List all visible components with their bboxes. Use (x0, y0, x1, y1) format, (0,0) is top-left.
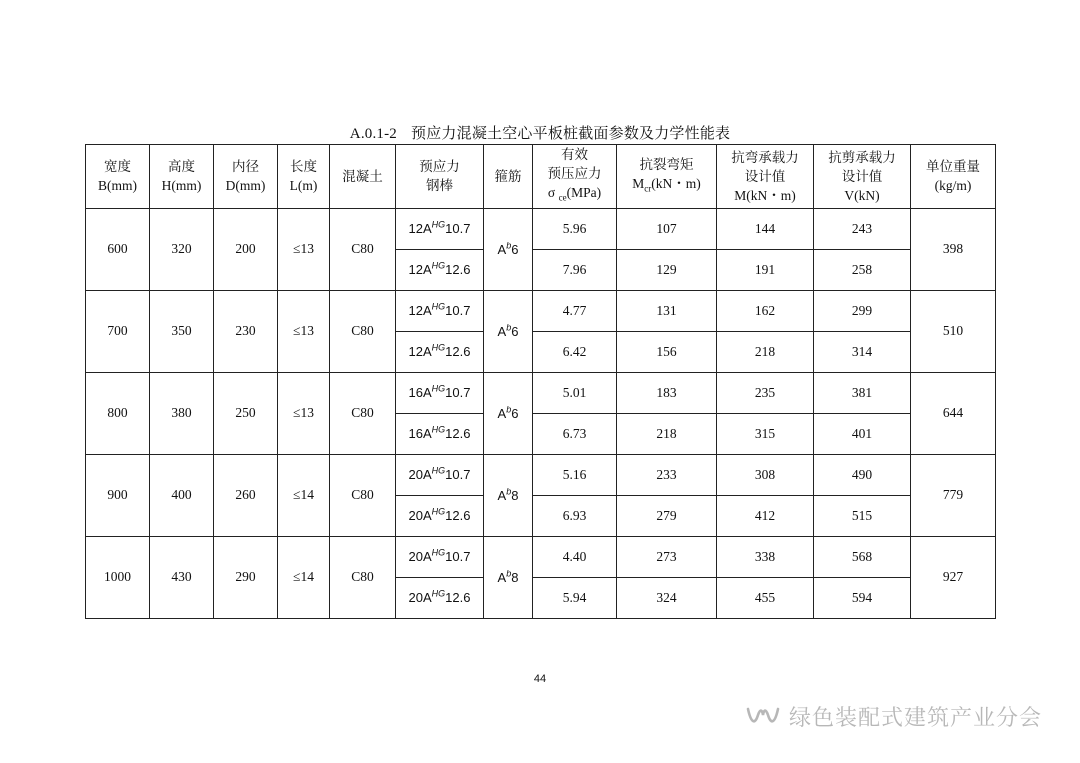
cell-bending-capacity: 308 (717, 454, 814, 495)
rebar-size: 6 (511, 405, 519, 421)
cell-prestressed-bar (396, 454, 484, 495)
rebar-grade: HG (431, 302, 446, 313)
header-height: 高度 H(mm) (150, 145, 214, 209)
cell-length: ≤14 (278, 536, 330, 618)
cell-width: 900 (86, 454, 150, 536)
table-row (86, 536, 996, 577)
cell-crack-moment: 107 (617, 208, 717, 249)
header-row (86, 145, 996, 209)
cell-shear-capacity: 594 (814, 577, 911, 618)
rebar-grade: HG (431, 220, 446, 231)
cell-crack-moment: 273 (617, 536, 717, 577)
cell-shear-capacity: 401 (814, 413, 911, 454)
cell-length: ≤13 (278, 372, 330, 454)
cell-crack-moment: 183 (617, 372, 717, 413)
rebar-size: 10.7 (445, 385, 471, 401)
cell-unit-weight: 398 (911, 208, 996, 290)
rebar-prefix: 12A (408, 262, 432, 278)
watermark-text: 绿色装配式建筑产业分会 (788, 705, 1042, 731)
rebar-size: 12.6 (445, 508, 471, 524)
table-row (86, 208, 996, 249)
cell-effective-stress: 6.73 (533, 413, 617, 454)
cell-unit-weight: 927 (911, 536, 996, 618)
rebar-prefix: 20A (408, 590, 432, 606)
rebar-size: 8 (511, 487, 519, 503)
cell-bending-capacity: 235 (717, 372, 814, 413)
cell-effective-stress: 5.96 (533, 208, 617, 249)
rebar-size: 12.6 (445, 426, 471, 442)
rebar-prefix: A (497, 405, 507, 421)
cell-width: 1000 (86, 536, 150, 618)
rebar-grade: HG (431, 343, 446, 354)
table-row (86, 454, 996, 495)
cell-effective-stress: 6.93 (533, 495, 617, 536)
header-effective-stress: 有效 预压应力 σ $_{ce}$(MPa) (533, 145, 617, 209)
rebar-prefix: 20A (408, 508, 432, 524)
rebar-size: 12.6 (445, 590, 471, 606)
cell-concrete: C80 (330, 536, 396, 618)
rebar-grade: b (506, 486, 512, 497)
cell-bending-capacity: 338 (717, 536, 814, 577)
table-row (86, 372, 996, 413)
table-title (0, 122, 1080, 143)
cell-bending-capacity: 218 (717, 331, 814, 372)
cell-height: 350 (150, 290, 214, 372)
cell-shear-capacity: 314 (814, 331, 911, 372)
cell-inner-diameter: 290 (214, 536, 278, 618)
cell-unit-weight: 510 (911, 290, 996, 372)
cell-shear-capacity: 515 (814, 495, 911, 536)
cell-shear-capacity: 243 (814, 208, 911, 249)
header-crack-moment: 抗裂弯矩 $M_{cr}(kN$・m) (617, 145, 717, 209)
cell-width: 600 (86, 208, 150, 290)
header-concrete: 混凝土 (330, 145, 396, 209)
rebar-grade: b (506, 322, 512, 333)
header-shear-capacity: 抗剪承载力 设计值 V(kN) (814, 145, 911, 209)
cell-bending-capacity: 455 (717, 577, 814, 618)
cell-effective-stress: 5.01 (533, 372, 617, 413)
rebar-grade: HG (431, 589, 446, 600)
rebar-grade: HG (431, 548, 446, 559)
cell-length: ≤14 (278, 454, 330, 536)
cell-prestressed-bar (396, 495, 484, 536)
cell-unit-weight: 644 (911, 372, 996, 454)
cell-width: 700 (86, 290, 150, 372)
cell-width: 800 (86, 372, 150, 454)
table-number: A.0.1-2 (349, 126, 398, 142)
cell-height: 380 (150, 372, 214, 454)
rebar-size: 10.7 (445, 221, 471, 237)
cell-prestressed-bar (396, 249, 484, 290)
header-prestressed-bar: 预应力 钢棒 (396, 145, 484, 209)
cell-prestressed-bar (396, 372, 484, 413)
cell-concrete: C80 (330, 372, 396, 454)
cell-crack-moment: 156 (617, 331, 717, 372)
cell-length: ≤13 (278, 208, 330, 290)
header-inner-diameter: 内径 D(mm) (214, 145, 278, 209)
cell-unit-weight: 779 (911, 454, 996, 536)
rebar-prefix: 20A (408, 467, 432, 483)
rebar-grade: b (506, 568, 512, 579)
header-bending-capacity: 抗弯承载力 设计值 M(kN・m) (717, 145, 814, 209)
cell-bending-capacity: 144 (717, 208, 814, 249)
header-width: 宽度 B(mm) (86, 145, 150, 209)
cell-prestressed-bar (396, 290, 484, 331)
rebar-size: 10.7 (445, 303, 471, 319)
rebar-size: 8 (511, 569, 519, 585)
cell-bending-capacity: 412 (717, 495, 814, 536)
rebar-size: 12.6 (445, 344, 471, 360)
rebar-size: 10.7 (445, 467, 471, 483)
cell-inner-diameter: 200 (214, 208, 278, 290)
cell-shear-capacity: 258 (814, 249, 911, 290)
cell-stirrup (484, 372, 533, 454)
cell-crack-moment: 324 (617, 577, 717, 618)
cell-prestressed-bar (396, 331, 484, 372)
table-row (86, 290, 996, 331)
header-unit-weight: 单位重量 (kg/m) (911, 145, 996, 209)
rebar-prefix: A (497, 487, 507, 503)
header-length: 长度 L(m) (278, 145, 330, 209)
cell-crack-moment: 218 (617, 413, 717, 454)
cell-effective-stress: 6.42 (533, 331, 617, 372)
cell-concrete: C80 (330, 290, 396, 372)
cell-bending-capacity: 315 (717, 413, 814, 454)
rebar-size: 6 (511, 241, 519, 257)
pile-spec-table (85, 144, 996, 619)
rebar-grade: HG (431, 384, 446, 395)
rebar-prefix: 20A (408, 549, 432, 565)
header-stirrup: 箍筋 (484, 145, 533, 209)
rebar-grade: HG (431, 261, 446, 272)
rebar-prefix: A (497, 323, 507, 339)
cell-stirrup (484, 290, 533, 372)
cell-prestressed-bar (396, 413, 484, 454)
cell-concrete: C80 (330, 208, 396, 290)
cell-height: 430 (150, 536, 214, 618)
cell-bending-capacity: 191 (717, 249, 814, 290)
cell-bending-capacity: 162 (717, 290, 814, 331)
cell-stirrup (484, 536, 533, 618)
rebar-grade: HG (431, 466, 446, 477)
table-caption: 预应力混凝土空心平板桩截面参数及力学性能表 (411, 126, 731, 142)
rebar-grade: HG (431, 425, 446, 436)
rebar-size: 6 (511, 323, 519, 339)
cell-crack-moment: 279 (617, 495, 717, 536)
cell-inner-diameter: 230 (214, 290, 278, 372)
cell-concrete: C80 (330, 454, 396, 536)
page-number: 44 (533, 673, 547, 685)
cell-height: 320 (150, 208, 214, 290)
cell-effective-stress: 5.16 (533, 454, 617, 495)
cell-crack-moment: 129 (617, 249, 717, 290)
rebar-size: 12.6 (445, 262, 471, 278)
cell-prestressed-bar (396, 208, 484, 249)
cell-prestressed-bar (396, 536, 484, 577)
cell-shear-capacity: 299 (814, 290, 911, 331)
cell-height: 400 (150, 454, 214, 536)
rebar-prefix: 16A (408, 426, 432, 442)
wechat-channel-icon (745, 703, 781, 729)
rebar-prefix: 16A (408, 385, 432, 401)
rebar-prefix: A (497, 241, 507, 257)
cell-crack-moment: 233 (617, 454, 717, 495)
cell-inner-diameter: 250 (214, 372, 278, 454)
cell-prestressed-bar (396, 577, 484, 618)
rebar-grade: HG (431, 507, 446, 518)
cell-crack-moment: 131 (617, 290, 717, 331)
cell-stirrup (484, 454, 533, 536)
rebar-size: 10.7 (445, 549, 471, 565)
cell-shear-capacity: 381 (814, 372, 911, 413)
cell-effective-stress: 7.96 (533, 249, 617, 290)
cell-shear-capacity: 568 (814, 536, 911, 577)
rebar-prefix: 12A (408, 221, 432, 237)
cell-effective-stress: 4.77 (533, 290, 617, 331)
cell-length: ≤13 (278, 290, 330, 372)
rebar-grade: b (506, 240, 512, 251)
rebar-grade: b (506, 404, 512, 415)
cell-effective-stress: 5.94 (533, 577, 617, 618)
cell-stirrup (484, 208, 533, 290)
rebar-prefix: 12A (408, 344, 432, 360)
rebar-prefix: A (497, 569, 507, 585)
cell-effective-stress: 4.40 (533, 536, 617, 577)
cell-shear-capacity: 490 (814, 454, 911, 495)
watermark (745, 700, 1042, 732)
cell-inner-diameter: 260 (214, 454, 278, 536)
rebar-prefix: 12A (408, 303, 432, 319)
